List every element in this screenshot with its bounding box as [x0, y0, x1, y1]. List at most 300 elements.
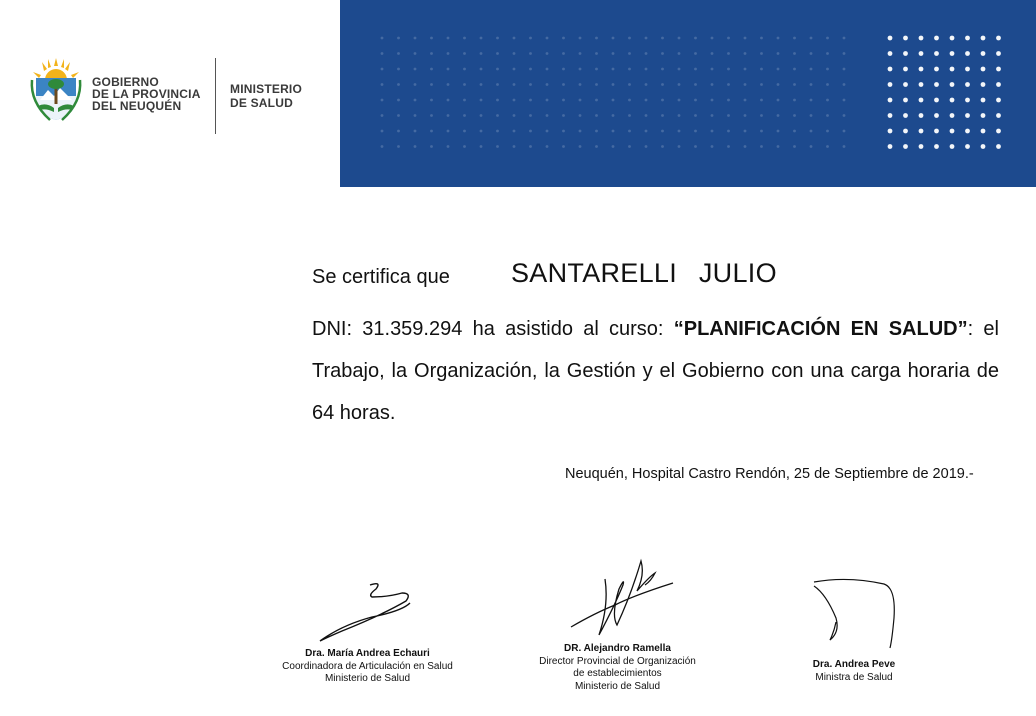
banner-dot [810, 52, 813, 55]
banner-dot [480, 114, 483, 117]
signatory-name: DR. Alejandro Ramella [564, 643, 671, 654]
banner-dot [810, 83, 813, 86]
banner-dot [496, 68, 499, 71]
banner-dot [965, 51, 970, 56]
signatory-echauri [270, 648, 465, 686]
certification-intro: Se certifica que [312, 266, 450, 288]
banner-dot [447, 114, 450, 117]
banner-dot [480, 68, 483, 71]
banner-dot [981, 67, 986, 72]
banner-dot [628, 37, 631, 40]
banner-dot [397, 52, 400, 55]
banner-dot [562, 68, 565, 71]
banner-dot [934, 51, 939, 56]
banner-dot [919, 129, 924, 134]
banner-dot [645, 83, 648, 86]
government-line: DE LA PROVINCIA [92, 87, 201, 101]
signatory-name: Dra. Andrea Peve [812, 659, 896, 670]
banner-dot [397, 99, 400, 102]
banner-dot [744, 114, 747, 117]
banner-dot [397, 37, 400, 40]
banner-dot [612, 52, 615, 55]
banner-dot [694, 145, 697, 148]
banner-dot [843, 68, 846, 71]
banner-dot [612, 37, 615, 40]
banner-dot [711, 114, 714, 117]
banner-dot [463, 52, 466, 55]
banner-dot [628, 99, 631, 102]
banner-dot [513, 52, 516, 55]
banner-dot [965, 82, 970, 87]
banner-dot [496, 52, 499, 55]
banner-dot [678, 130, 681, 133]
banner-dot [826, 99, 829, 102]
banner-dot [777, 145, 780, 148]
banner-dot [612, 68, 615, 71]
banner-dot [546, 145, 549, 148]
banner-dot [463, 145, 466, 148]
banner-dot [430, 37, 433, 40]
banner-dot [430, 52, 433, 55]
banner-dot [888, 67, 893, 72]
place-and-date: Neuquén, Hospital Castro Rendón, 25 de Septiembre de 2019.- [565, 466, 974, 482]
banner-dot [760, 68, 763, 71]
banner-dot [810, 145, 813, 148]
banner-dot [843, 37, 846, 40]
banner-dot [579, 37, 582, 40]
banner-dot [513, 37, 516, 40]
banner-dot [810, 37, 813, 40]
banner-dot [826, 114, 829, 117]
banner-dot [826, 37, 829, 40]
banner-dot [919, 144, 924, 149]
banner-dot [934, 82, 939, 87]
banner-dot [888, 113, 893, 118]
banner-dot [727, 130, 730, 133]
banner-dot [996, 98, 1001, 103]
banner-dot [950, 129, 955, 134]
banner-dot [463, 83, 466, 86]
banner-dot [595, 37, 598, 40]
banner-dot [996, 113, 1001, 118]
banner-dot [513, 130, 516, 133]
banner-dot [711, 130, 714, 133]
banner-dot [414, 68, 417, 71]
banner-dot [919, 82, 924, 87]
banner-dot [430, 83, 433, 86]
banner-dot [919, 113, 924, 118]
banner-dot [711, 145, 714, 148]
banner-dot [661, 68, 664, 71]
banner-dot [843, 52, 846, 55]
ministry-name [230, 82, 302, 110]
banner-dot [793, 52, 796, 55]
banner-dot [595, 114, 598, 117]
banner-dot [661, 99, 664, 102]
banner-dot [760, 52, 763, 55]
banner-dot [996, 36, 1001, 41]
banner-dot [447, 68, 450, 71]
ministry-line: MINISTERIO [230, 82, 303, 96]
banner-dot [903, 113, 908, 118]
banner-dot [628, 114, 631, 117]
banner-dot [981, 51, 986, 56]
banner-dot [950, 82, 955, 87]
banner-dot [595, 99, 598, 102]
signatory-title: de establecimientos [573, 668, 662, 679]
banner-dot [888, 144, 893, 149]
signature-peve [808, 574, 903, 654]
banner-dot [760, 145, 763, 148]
banner-dot [694, 52, 697, 55]
banner-dot [595, 52, 598, 55]
banner-dot [414, 145, 417, 148]
banner-dot [888, 82, 893, 87]
banner-dot [397, 83, 400, 86]
banner-dot [965, 67, 970, 72]
banner-dot [579, 83, 582, 86]
banner-dot [463, 130, 466, 133]
banner-dot [579, 52, 582, 55]
banner-dot [595, 130, 598, 133]
banner-dot [965, 129, 970, 134]
banner-dot [529, 145, 532, 148]
banner-dot [595, 145, 598, 148]
signatory-title: Coordinadora de Articulación en Salud [282, 660, 453, 672]
banner-dot [546, 83, 549, 86]
banner-dot [888, 36, 893, 41]
banner-dot [777, 68, 780, 71]
banner-dot [678, 68, 681, 71]
banner-dot [793, 99, 796, 102]
banner-dot [727, 83, 730, 86]
header-divider [215, 58, 216, 134]
banner-dot [430, 99, 433, 102]
banner-dot [793, 37, 796, 40]
banner-dot [562, 99, 565, 102]
banner-dot [694, 68, 697, 71]
banner-dot [965, 113, 970, 118]
banner-dot [965, 36, 970, 41]
banner-dot [645, 114, 648, 117]
banner-dot [612, 99, 615, 102]
banner-dot [628, 52, 631, 55]
banner-dot [562, 52, 565, 55]
banner-dot [950, 144, 955, 149]
banner-dot [903, 144, 908, 149]
banner-dot [711, 83, 714, 86]
banner-dot [381, 114, 384, 117]
banner-dot [628, 130, 631, 133]
banner-dot [430, 130, 433, 133]
banner-dot [496, 145, 499, 148]
ministry-line: DE SALUD [230, 96, 293, 110]
banner-dot [694, 114, 697, 117]
banner-dot [810, 99, 813, 102]
banner-dot [760, 83, 763, 86]
banner-dot [414, 52, 417, 55]
banner-dot [843, 145, 846, 148]
banner-dot [727, 68, 730, 71]
banner-dot [414, 130, 417, 133]
banner-dot [595, 83, 598, 86]
banner-dot [645, 52, 648, 55]
banner-dot [480, 99, 483, 102]
signatory-title: Ministra de Salud [815, 671, 893, 683]
banner-dot [727, 99, 730, 102]
banner-dot [430, 145, 433, 148]
banner-dot [678, 37, 681, 40]
banner-dot [496, 83, 499, 86]
banner-dot [744, 68, 747, 71]
banner-dot [546, 68, 549, 71]
banner-dot [562, 37, 565, 40]
banner-dot [546, 37, 549, 40]
banner-dot [678, 114, 681, 117]
banner-dot [529, 68, 532, 71]
banner-dot [546, 130, 549, 133]
banner-dot [579, 145, 582, 148]
banner-dot [463, 99, 466, 102]
banner-dot [661, 130, 664, 133]
banner-dot [934, 67, 939, 72]
banner-dot [903, 51, 908, 56]
banner-dot [645, 145, 648, 148]
banner-dot [777, 99, 780, 102]
banner-dot [903, 129, 908, 134]
banner-dot [793, 114, 796, 117]
banner-dot [628, 145, 631, 148]
banner-dot [903, 67, 908, 72]
signature-echauri [312, 575, 422, 645]
banner-dot [981, 82, 986, 87]
banner-dot [661, 145, 664, 148]
banner-dot [934, 98, 939, 103]
signatory-title: Director Provincial de Organización [539, 655, 696, 667]
banner-dot [529, 114, 532, 117]
banner-dot [628, 68, 631, 71]
banner-dot [414, 83, 417, 86]
dot-pattern [340, 0, 1036, 187]
banner-dot [965, 98, 970, 103]
banner-dot [447, 37, 450, 40]
certificate-body [312, 308, 999, 434]
banner-dot [711, 68, 714, 71]
banner-dot [744, 99, 747, 102]
banner-dot [744, 37, 747, 40]
banner-dot [661, 52, 664, 55]
banner-dot [612, 130, 615, 133]
banner-dot [645, 130, 648, 133]
banner-dot [447, 52, 450, 55]
banner-dot [463, 37, 466, 40]
banner-dot [981, 144, 986, 149]
banner-dot [562, 130, 565, 133]
banner-dot [996, 67, 1001, 72]
banner-dot [595, 68, 598, 71]
banner-dot [694, 99, 697, 102]
banner-dot [843, 114, 846, 117]
banner-dot [645, 68, 648, 71]
banner-dot [888, 98, 893, 103]
banner-dot [645, 99, 648, 102]
banner-dot [513, 83, 516, 86]
banner-dot [562, 145, 565, 148]
banner-dot [919, 51, 924, 56]
signature-ramella [565, 555, 680, 640]
banner-dot [480, 130, 483, 133]
banner-dot [397, 145, 400, 148]
banner-dot [612, 83, 615, 86]
banner-dot [934, 36, 939, 41]
banner-dot [513, 68, 516, 71]
banner-dot [480, 37, 483, 40]
banner-dot [744, 83, 747, 86]
banner-dot [546, 99, 549, 102]
banner-dot [529, 37, 532, 40]
banner-dot [612, 114, 615, 117]
recipient-name: SANTARELLI JULIO [511, 258, 777, 288]
course-title: “PLANIFICACIÓN EN SALUD” [673, 318, 968, 340]
banner-dot [381, 52, 384, 55]
banner-dot [826, 83, 829, 86]
banner-dot [612, 145, 615, 148]
banner-dot [463, 114, 466, 117]
banner-dot [496, 37, 499, 40]
banner-dot [727, 52, 730, 55]
government-line: GOBIERNO [92, 75, 159, 89]
banner-dot [661, 37, 664, 40]
banner-dot [950, 36, 955, 41]
banner-dot [430, 68, 433, 71]
banner-dot [727, 114, 730, 117]
banner-dot [843, 130, 846, 133]
banner-dot [981, 98, 986, 103]
banner-dot [513, 145, 516, 148]
banner-dot [777, 130, 780, 133]
banner-dot [934, 144, 939, 149]
banner-dot [810, 130, 813, 133]
banner-dot [981, 129, 986, 134]
banner-dot [826, 145, 829, 148]
banner-dot [496, 114, 499, 117]
banner-dot [777, 83, 780, 86]
banner-dot [919, 98, 924, 103]
banner-dot [496, 99, 499, 102]
banner-dot [760, 114, 763, 117]
banner-dot [381, 83, 384, 86]
banner-dot [694, 130, 697, 133]
banner-dot [529, 83, 532, 86]
signatory-name: Dra. María Andrea Echauri [305, 648, 430, 659]
banner-dot [513, 114, 516, 117]
banner-dot [903, 98, 908, 103]
banner-dot [727, 145, 730, 148]
banner-dot [793, 130, 796, 133]
banner-dot [579, 68, 582, 71]
course-description: : el Trabajo, la Organización, la Gestión y el Gobierno con una carga horaria de 64 horas. [312, 318, 999, 424]
signatory-ministry: Ministerio de Salud [324, 673, 411, 684]
banner-dot [447, 145, 450, 148]
government-line: DEL NEUQUÉN [92, 99, 182, 113]
banner-dot [628, 83, 631, 86]
banner-dot [744, 52, 747, 55]
banner-dot [793, 83, 796, 86]
banner-dot [777, 37, 780, 40]
banner-dot [381, 99, 384, 102]
province-coat-of-arms-icon [28, 56, 84, 124]
banner-dot [513, 99, 516, 102]
banner-dot [760, 130, 763, 133]
signatory-peve [770, 659, 938, 684]
banner-dot [826, 52, 829, 55]
banner-dot [793, 145, 796, 148]
dni-statement: DNI: 31.359.294 ha asistido al curso: [312, 318, 674, 340]
banner-dot [562, 83, 565, 86]
banner-dot [480, 145, 483, 148]
banner-dot [447, 99, 450, 102]
banner-dot [678, 83, 681, 86]
banner-dot [996, 129, 1001, 134]
banner-dot [397, 68, 400, 71]
banner-dot [529, 99, 532, 102]
banner-dot [793, 68, 796, 71]
banner-dot [919, 36, 924, 41]
banner-dot [981, 36, 986, 41]
banner-dot [996, 51, 1001, 56]
banner-dot [903, 36, 908, 41]
banner-dot [414, 99, 417, 102]
banner-dot [711, 52, 714, 55]
banner-dot [981, 113, 986, 118]
banner-dot [903, 82, 908, 87]
banner-dot [744, 130, 747, 133]
banner-dot [950, 98, 955, 103]
banner-dot [447, 130, 450, 133]
banner-dot [678, 99, 681, 102]
banner-dot [727, 37, 730, 40]
banner-dot [645, 37, 648, 40]
banner-dot [950, 113, 955, 118]
banner-dot [843, 83, 846, 86]
banner-dot [381, 68, 384, 71]
banner-dot [579, 99, 582, 102]
banner-dot [744, 145, 747, 148]
banner-dot [826, 130, 829, 133]
banner-dot [546, 52, 549, 55]
banner-dot [919, 67, 924, 72]
banner-dot [760, 99, 763, 102]
banner-dot [579, 130, 582, 133]
banner-dot [810, 114, 813, 117]
banner-dot [934, 113, 939, 118]
banner-dot [381, 37, 384, 40]
banner-dot [529, 52, 532, 55]
banner-dot [381, 145, 384, 148]
banner-dot [480, 83, 483, 86]
banner-dot [888, 129, 893, 134]
banner-dot [888, 51, 893, 56]
banner-dot [480, 52, 483, 55]
banner-dot [826, 68, 829, 71]
banner-dot [661, 83, 664, 86]
banner-dot [414, 114, 417, 117]
banner-dot [694, 83, 697, 86]
banner-dot [430, 114, 433, 117]
government-name [92, 76, 201, 112]
banner-dot [711, 99, 714, 102]
banner-dot [678, 145, 681, 148]
